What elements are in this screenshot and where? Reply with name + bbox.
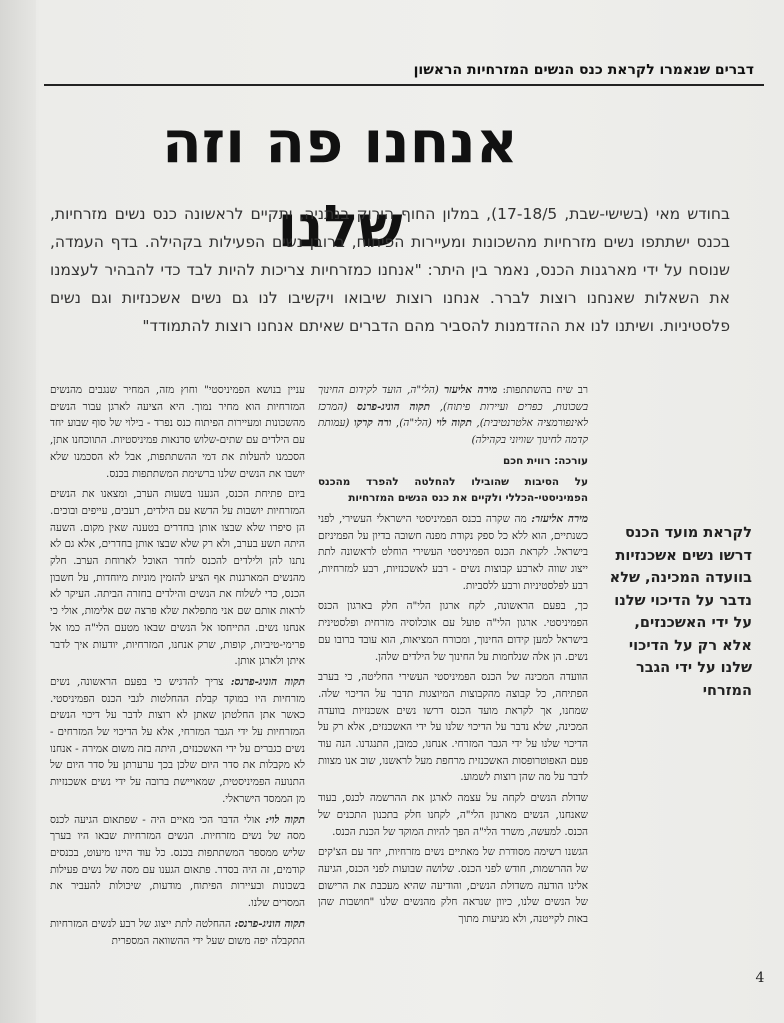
participant-org: (עמותת קדמה לחינוך שוויוני בקהילה): [318, 417, 588, 447]
left-text-column: [50, 382, 305, 982]
participant-org: (הלי"ה, הועד לקידום החינוך בשכונות, כפרים ועיירות פיתוח),: [318, 384, 588, 413]
section-header: [44, 60, 764, 86]
right-text-column: [318, 382, 588, 982]
speaker-label: מירה אליעזר:: [531, 512, 588, 525]
body-paragraph: הגשנו רשימה מסודרת של מאתיים נשים מזרחיות, יחד עם הצ'קים של ההרשמות, חודש לפני הכנס. שלושה שבועות לפני הכנס, הגיעה אלינו הודעה משדולת הנשים, והודיעה שהיא מעכבת את הרישום של הנשים שלנו, כיוון שנראה חלק מהנשים שלנו "חושבות שהן באות לקייטנה, ולא מגיעות מתוך: [318, 846, 588, 926]
participant-separator: ,: [395, 417, 400, 430]
body-paragraph: הוועדה המכינה של הכנס הפמיניסטי העשירי החליטה, כי בערב הפתיחה, כל קבוצה מהקבוצות המיוצגות תדבר על הדיכוי שלה. שמחנו, אך לקראת מועד הכנס דרשו נשים אשכנזיות בוועדה המכינה, שלא נדבר על הדיכוי שלנו על ידי האשכנזים, אלא רק על הדיכוי שלנו על ידי הגבר המזרחי. אנחנו, כמובן, התנגדנו. הנה עוד פעם האפוטרופסות האשכנזית מרחפת מעל לראשנו, שוב אנו מצוות לדבר על מה שהן רוצות לשמוע.: [318, 671, 588, 784]
paragraph-text: אולי הדבר הכי מאיים היה - שפתאום הגיעה לכנס מסה של נשים מזרחיות. הנשים המזרחיות שבאו היו בערך שליש ממספר המשתתפות בכנס. כל עוד היינו מיעוט, בכנסים קודמים, זה היה בסדר. פתאום הגענו עם מסה של נשים פעילות בשכונות ובעיירות הפיתוח, מודעות, שיכולות להעביר את המסרים שלנו.: [50, 813, 305, 910]
discussion-question: על הסיבות שהובילו להחלטה להפרד מהכנס הפמיניסטי-הכללי ולקיים את כנס הנשים המזרחיות: [318, 475, 588, 505]
participants-label: רב שיח בהשתתפות:: [502, 384, 588, 396]
speaker-label: תקוה הוניג-פרנס:: [234, 917, 305, 930]
participant-name: תקוה לוי: [436, 417, 472, 430]
section-header-title: דברים שנאמרו לקראת כנס הנשים המזרחיות הראשון: [413, 62, 754, 78]
paragraph-text: צריך להדגיש כי בפעם הראשונה, נשים מזרחיות היו במוקד קבלת ההחלטות לגבי הכנס הפמיניסטי. כאשר אתן החלטתן שאתן לא רוצות לדבר על דיכוי הנשים המזרחיות על ידי הגבר המזרחי, אלא על הדיכוי של המזרחים - נשים כגברים על ידי האשכנזים, היתה בזה משום אמירה - אנחנו לא מקבלות את סדר היום שלכן בכך ערערתן על סדר היום של התנועה הפמיניסטית, שמאויישת ברובה על ידי נשים אשכנזיות מן הממסד הישראלי.: [50, 675, 305, 805]
body-paragraph: שדולת הנשים לקחה על עצמה לארגן את ההרשמה לכנס, בעוד שאנחנו, הנשים מארגון הלי"ה, לקחנו חלק בתכנון התכנים של הכנס. למעשה, משרד הלי"ה הפך להיות המוקד של הכנת הכנס.: [318, 792, 588, 838]
paragraph-text: ההחלטה לתת ייצוג של רבע לנשים המזרחיות התקבלה יפה משום שעל ידי ההשוואה המספרית: [50, 917, 305, 947]
participant-org: (המרכז לאינפורמציה אלטרנטיבית),: [318, 400, 588, 430]
participant-org: (הלי"ה): [399, 417, 432, 430]
body-paragraph: ביום פתיחת הכנס, הגענו בשעות הערב, ומצאנו את הנשים המזרחיות יושבות על הדשא עם הילדים, רעבים, עייפים ובוכים. הן סיפרו שלא שבצו אותן בחדרים בטענה שאין מקום. השעה היתה תשע בערב, ולא רק שלא שבצו אותן בחדרים, אלא גם לא נתנו להן ולילדים להכנס לחדר האוכל לארוחת הערב. חלק מהנשים המארגנות אף הציע להזמין מוניות מיוחדות, על חשבון הכנס, כדי לשלוח את הנשים והילדים בחזרה הביתה. העיקר לא לראות אותם שם אני מתפלאת שלא פרצה שם אלימות, אולי כי אנחנו נשים. התייחסו אל הנשים שבאו מטעם הלי"ה כמו אל פרימי-טיביות, קופות, שרק אנחנו, המזרחיות, יודעות איך לדבר איתן ולארגן אותן.: [50, 488, 305, 668]
participant-name: מירה אליעזר: [443, 384, 498, 396]
participant-name: ורה קרקו: [353, 417, 392, 430]
body-paragraph: [318, 511, 588, 595]
body-paragraph: [50, 674, 305, 808]
speaker-label: תקוה לוי:: [265, 813, 305, 826]
paragraph-text: מה שקרה בכנס הפמיניסטי הישראלי העשירי, לפני כשנתיים, הוא ללא כל ספק נקודת מפנה חשובה בדיון על הפמיניזם בישראל. לקראת הכנס הפמיניסטי העשירי הוחלט לראשונה לתת ייצוג שווה לארבע קבוצות נשים - רבע לאשכנזיות, רבע למזרחיות, רבע לפלסטיניות ורבע ללסביות.: [318, 512, 588, 592]
speaker-label: תקוה הוניג-פרנס:: [230, 675, 305, 688]
body-paragraph: [50, 812, 305, 912]
article-title: אנחנו פה וזה שלנו: [162, 108, 518, 260]
article-intro: בחודש מאי (בשישי-שבת, 17-18/5), במלון החוף הירוק בנתניה, יתקיים לראשונה כנס נשים מזרחיות, בכנס ישתתפו נשים מזרחיות מהשכונות ומעיירות הפיתוח, ברובן נשים הפעילות בקהילה. בדף העמדה, שנוסח על ידי מארגנות הכנס, נאמר בין היתר: "אנחנו כמזרחיות צריכות להיות לבד כדי להבהיר לעצמנו את השאלות שאנחנו רוצות לברר. אנחנו רוצות שיבואו ויקשיבו לנו גם נשים אשכנזיות וגם נשים פלסטיניות. ושיתנו לנו את ההזדמנות להסביר מהם הדברים שאיתם אנחנו רוצות להתמודד": [50, 205, 730, 335]
body-paragraph: [50, 916, 305, 949]
roundtable-participants: [318, 382, 588, 449]
body-paragraph: כך, בפעם הראשונה, לקח ארגון הלי"ה חלק בארגון הכנס הפמיניסטי. ארגון הלי"ה פועל עם אוכלוסיה מזרחית ופלסטינית בישראל למען קידום החינוך, ומכורח המציאות, הוא עובד ברובו עם נשים. הן אלה שנלחמות על החינוך של הילדים שלהן.: [318, 600, 588, 663]
body-paragraph: עניין בנושא הפמיניסטי" וחוץ מזה, המחיר שנגבים מהנשים המזרחיות הוא מחיר נמוך. היא הציעה לארגן עבור הנשים מהשכונות ומעיירות הפיתוח כנס נפרד - בילוי של סוף שבוע יחד עם הילדים עם שתים-שלוש סדנאות פמיניסטיות. התווכחנו אתן, הסכמנו להעלות את דמי ההשתתפות, אבל לא הסכמנו שלא יושבו את הנשים שלנו ברשימת המשתתפות בכנס.: [50, 384, 305, 480]
pull-quote: לקראת מועד הכנס דרשו נשים אשכנזיות בוועדה המכינה, שלא נדבר על הדיכוי שלנו על ידי האשכנזים, אלא רק על הדיכוי שלנו על ידי הגבר המזרחי: [609, 525, 752, 699]
page-number: 4: [755, 970, 765, 986]
participant-name: תקוה הוניג-פרנס: [357, 400, 431, 413]
page-gutter-shadow: [0, 0, 36, 1023]
moderator-line: עורכה: רווית חכם: [503, 454, 588, 467]
